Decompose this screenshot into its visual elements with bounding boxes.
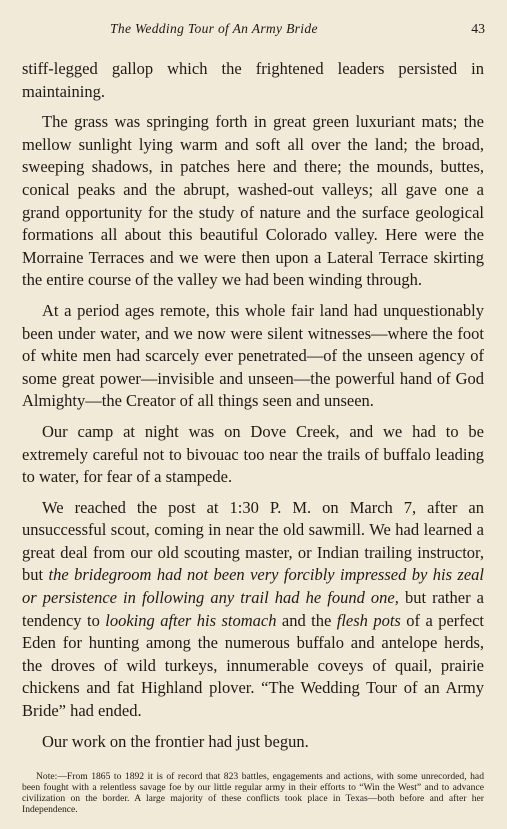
page-number: 43 — [471, 21, 485, 36]
text-segment: of a perfect Eden for hunting among the numerous buffalo and antelope herds, the droves of wild turkeys, innumerable coveys of quail, prairie chickens and fat Highland plover. “The Wedding Tour of an Army Bride” had ended. — [22, 610, 485, 721]
text-segment: At a period ages remote, this whole fair land had unquestionably been under water, and we now were silent witnesses—where the foot of white men had scarcely ever penetrated—of the unseen agency of some great power—invisible and unseen—the powerful hand of God Almighty—the Creator of all things seen and unseen. — [22, 300, 484, 411]
text-segment: Our camp at night was on Dove Creek, and we had to be extremely careful not to bivouac too near the trails of buffalo leading to water, for fear of a stampede. — [22, 421, 484, 487]
footnote — [22, 771, 484, 815]
paragraph — [22, 58, 484, 103]
paragraph — [22, 111, 484, 292]
italic-segment: the bridegroom had not been very forcibly impressed by his zeal or persistence in following any trail had he found one, — [22, 565, 484, 608]
running-title: The Wedding Tour of An Army Bride — [110, 21, 318, 36]
paragraph — [22, 497, 484, 723]
text-segment: but rather a tendency to — [22, 588, 484, 630]
text-segment: The grass was springing forth in great green luxuriant mats; the mellow sunlight lying warm and soft all over the land; the broad, sweeping shadows, in patches here and there; the mounds, buttes, conical peaks and the abrupt, washed-out valleys; all gave one a grand opportunity for the study of nature and the surface geological formations all about this beautiful Colorado valley. Here were the Morraine Terraces and we were then upon a Lateral Terrace skirting the entire course of the valley we had been winding through. — [22, 112, 484, 290]
footnote-text: Note:—From 1865 to 1892 it is of record that 823 battles, engagements and actions, with some unrecorded, had been fought with a relentless savage foe by our little regular army in their efforts to “Win the West” and to advance civilization on the border. A large majority of these conflicts took place in Texas—both before and after her Independence. — [22, 771, 484, 815]
text-segment: stiff-legged gallop which the frightened leaders persisted in maintaining. — [22, 59, 484, 101]
text-segment: We reached the post at 1:30 P. M. on March 7, after an unsuccessful scout, coming in near the old sawmill. We had learned a great deal from our old scouting master, or Indian trailing instructor, but — [22, 497, 484, 585]
body-text — [22, 58, 484, 753]
italic-segment: looking after his stomach — [105, 610, 277, 630]
text-segment: Our work on the frontier had just begun. — [42, 731, 309, 751]
running-head — [22, 18, 485, 38]
italic-segment: flesh pots — [336, 610, 401, 630]
text-segment: and the — [276, 610, 337, 630]
paragraph — [22, 300, 484, 413]
paragraph — [22, 731, 484, 754]
paragraph — [22, 421, 484, 489]
